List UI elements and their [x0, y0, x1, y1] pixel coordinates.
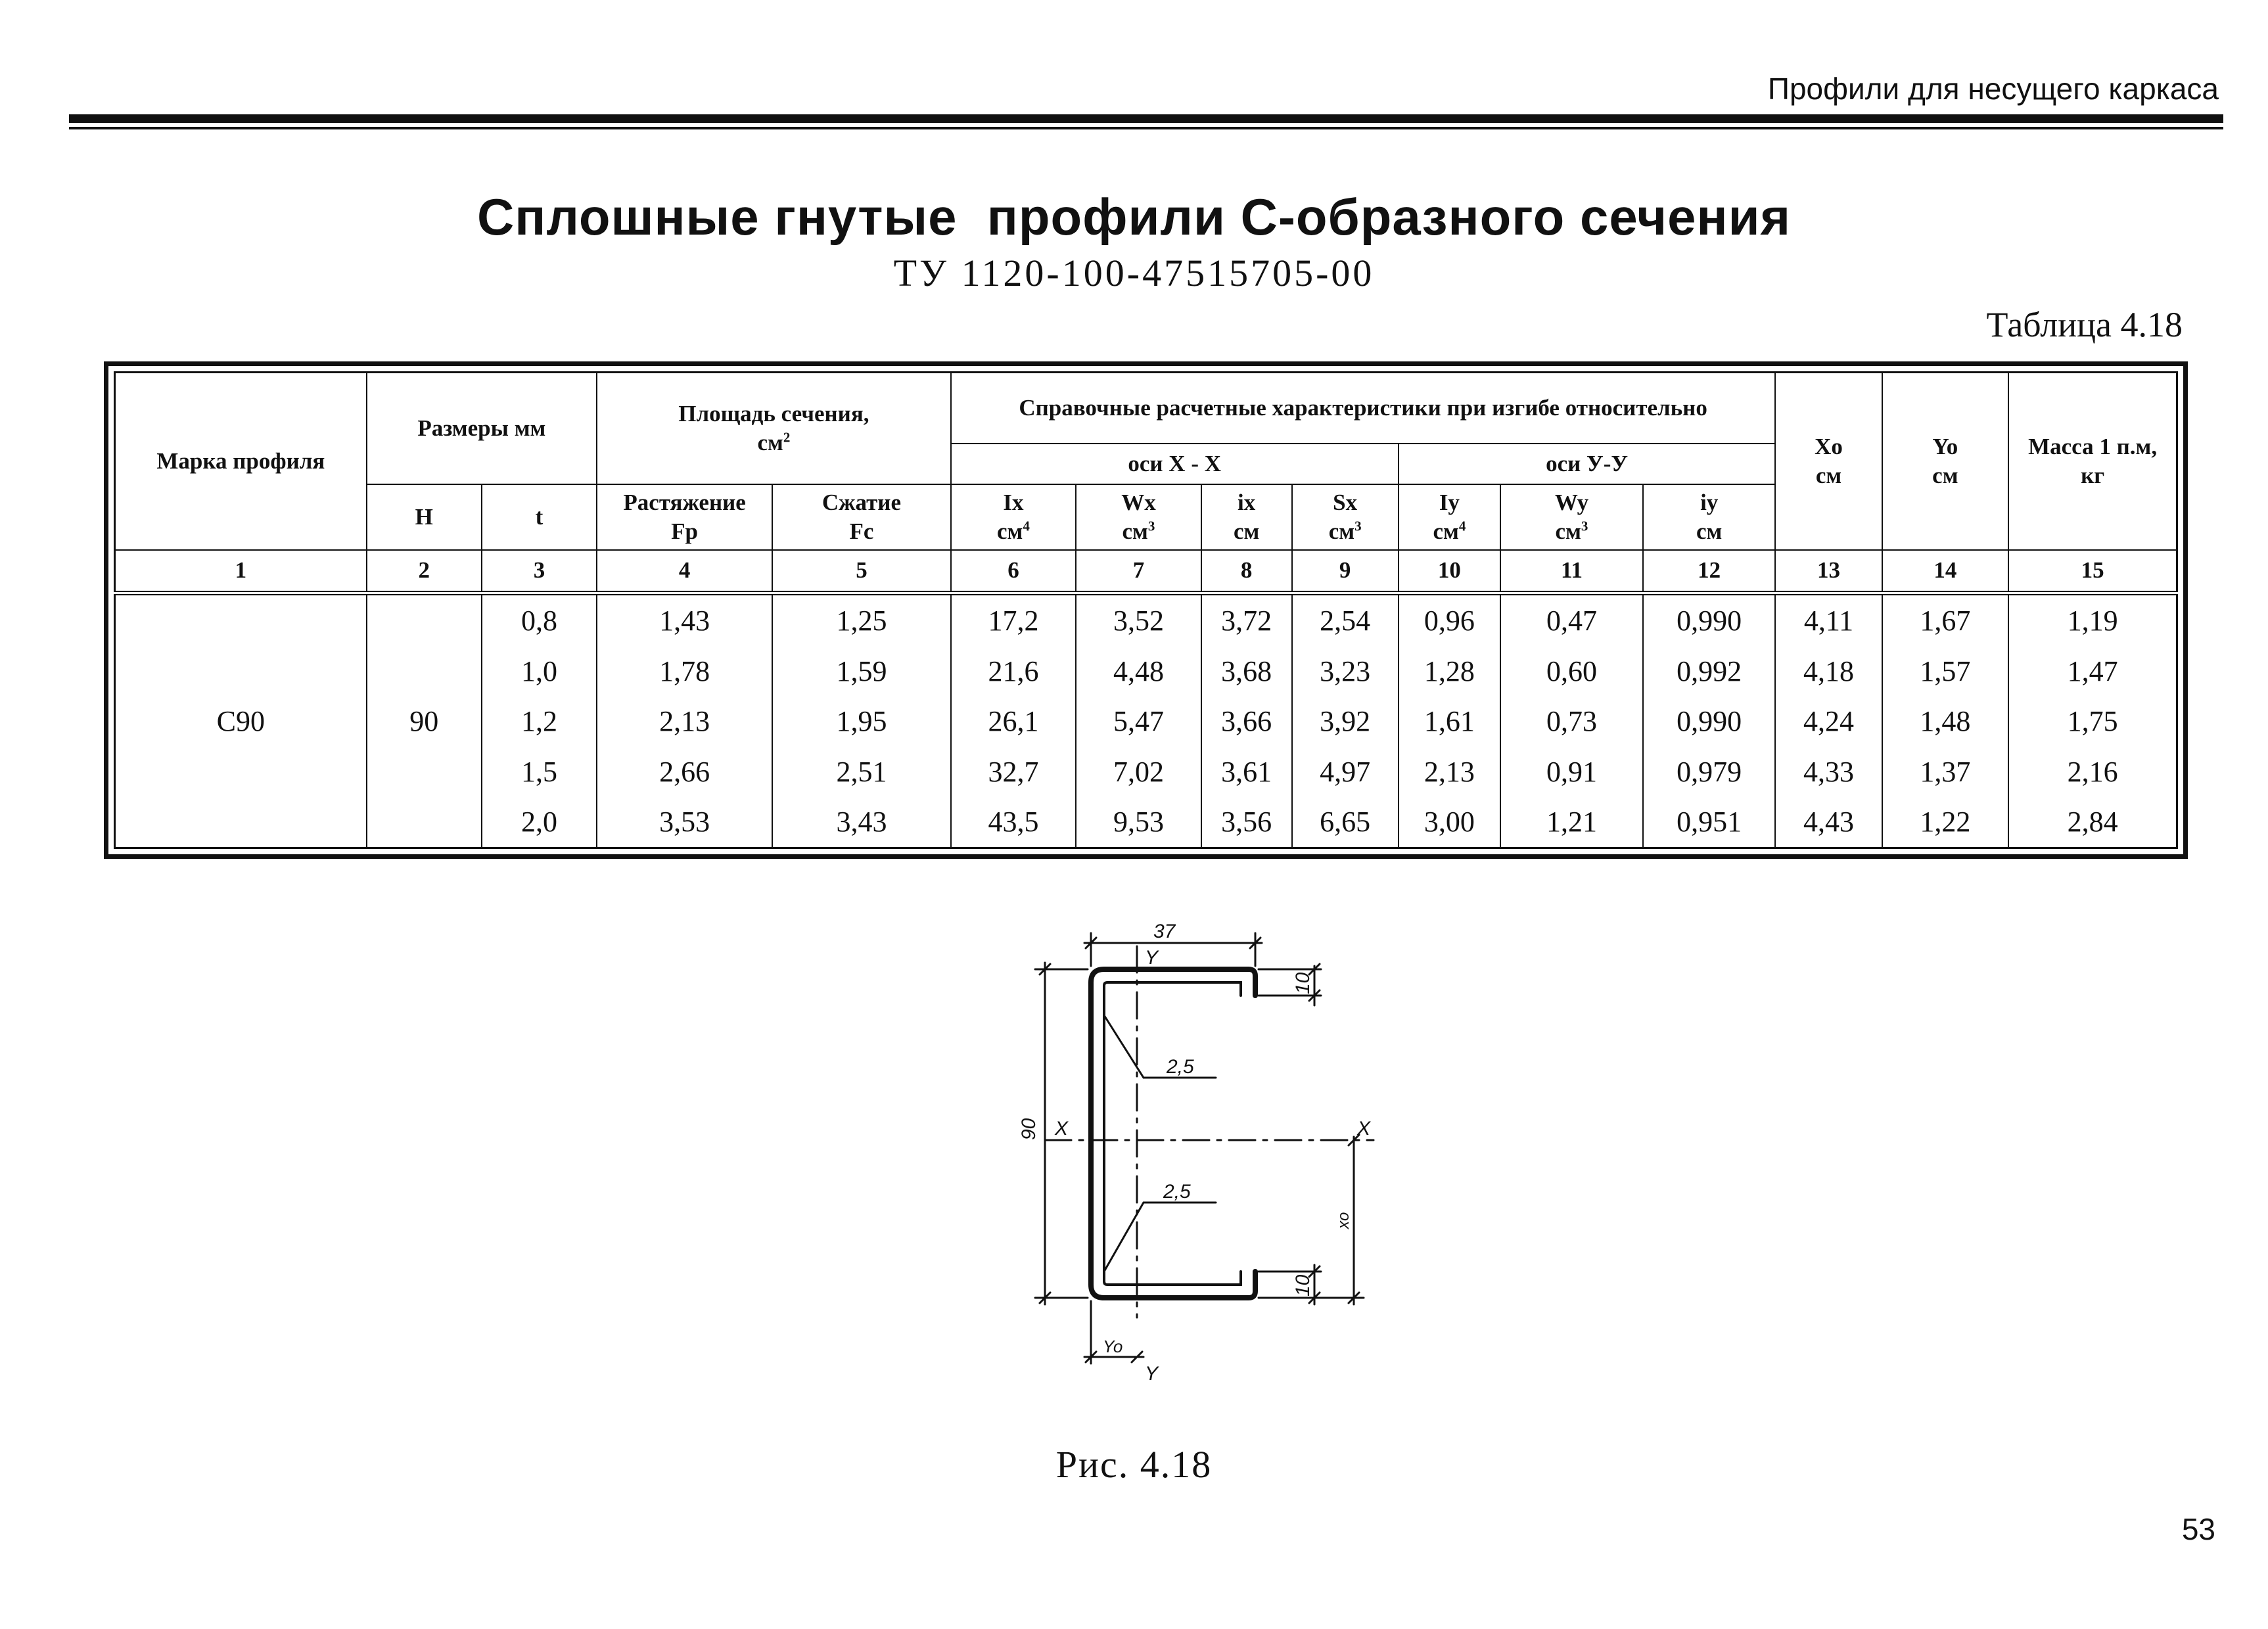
Iy-label: Iy: [1439, 489, 1460, 515]
column-number: 7: [1076, 550, 1201, 593]
cell-Xo: 4,18: [1775, 647, 1882, 697]
y-axis-label-bottom: Y: [1145, 1363, 1159, 1385]
cell-ix: 3,68: [1201, 647, 1292, 697]
cell-iy: 0,992: [1643, 647, 1776, 697]
column-number: 11: [1500, 550, 1643, 593]
Sx-unit-exp: 3: [1354, 517, 1362, 534]
x-axis-label-right: X: [1357, 1118, 1371, 1139]
cell-Fc: 1,59: [772, 647, 951, 697]
cell-mass: 1,19: [2008, 593, 2177, 647]
cell-Fc: 1,95: [772, 697, 951, 746]
profile-table: [114, 371, 2178, 849]
xo-label: xo: [1335, 1212, 1353, 1229]
page-number: 53: [2181, 1512, 2215, 1546]
Wy-label: Wy: [1554, 489, 1589, 515]
col-header-Wy: [1500, 484, 1643, 550]
cell-Wy: 0,60: [1500, 647, 1643, 697]
dim-lip-top-label: 10: [1292, 972, 1314, 994]
col-header-Sx: [1292, 484, 1399, 550]
cell-Wx: 7,02: [1076, 746, 1201, 796]
running-head: Профили для несущего каркаса: [1767, 72, 2219, 106]
col-header-yo: [1882, 373, 2009, 550]
cell-Fc: 2,51: [772, 746, 951, 796]
cell-t: 1,5: [482, 746, 597, 796]
Ix-label: Ix: [1003, 489, 1024, 515]
col-header-dims: Размеры мм: [367, 373, 597, 484]
cell-ix: 3,72: [1201, 593, 1292, 647]
cell-Fp: 1,78: [597, 647, 772, 697]
compression-symbol: Fc: [849, 518, 874, 544]
cell-Xo: 4,24: [1775, 697, 1882, 746]
column-number: 2: [367, 550, 482, 593]
col-header-mass: Масса 1 п.м, кг: [2008, 373, 2177, 550]
tension-label: Растяжение: [623, 489, 746, 515]
col-header-axis-xx: оси X - X: [951, 444, 1399, 484]
radius-leader-top: [1104, 1015, 1216, 1078]
cell-iy: 0,990: [1643, 697, 1776, 746]
Iy-unit-exp: 4: [1458, 517, 1466, 534]
col-header-area: [597, 373, 951, 484]
dim-lip-bottom-label: 10: [1292, 1274, 1314, 1296]
cell-t: 1,2: [482, 697, 597, 746]
page-title: Сплошные гнутые профили С-образного сечения: [476, 188, 1792, 246]
header-rule-thin: [69, 127, 2223, 129]
yo-label: Yo: [1932, 434, 1958, 459]
col-header-tension: [597, 484, 772, 550]
compression-label: Сжатие: [822, 489, 902, 515]
cell-mass: 2,16: [2008, 746, 2177, 796]
cell-H: 90: [367, 593, 482, 848]
column-number: 4: [597, 550, 772, 593]
iy-label: iy: [1700, 489, 1719, 515]
cell-Fp: 2,13: [597, 697, 772, 746]
Wx-unit-exp: 3: [1147, 517, 1155, 534]
cell-Wy: 0,47: [1500, 593, 1643, 647]
col-header-axis-yy: оси У-У: [1399, 444, 1776, 484]
cell-Yo: 1,37: [1882, 746, 2009, 796]
header-rule: [69, 114, 2223, 123]
cell-Fc: 3,43: [772, 796, 951, 848]
cell-Sx: 6,65: [1292, 796, 1399, 848]
column-number: 10: [1399, 550, 1500, 593]
cell-mass: 2,84: [2008, 796, 2177, 848]
Ix-unit: см: [997, 518, 1023, 544]
cell-Iy: 2,13: [1399, 746, 1500, 796]
col-header-xo: [1775, 373, 1882, 550]
column-number: 13: [1775, 550, 1882, 593]
cell-t: 2,0: [482, 796, 597, 848]
cell-iy: 0,979: [1643, 746, 1776, 796]
cell-Ix: 26,1: [951, 697, 1076, 746]
Sx-unit: см: [1328, 518, 1355, 544]
column-number: 12: [1643, 550, 1776, 593]
column-number: 9: [1292, 550, 1399, 593]
cell-Ix: 21,6: [951, 647, 1076, 697]
column-number: 3: [482, 550, 597, 593]
cell-Fp: 1,43: [597, 593, 772, 647]
table-caption: Таблица 4.18: [1986, 305, 2183, 344]
radius-label-top: 2,5: [1167, 1056, 1194, 1078]
cell-Iy: 0,96: [1399, 593, 1500, 647]
Wx-unit: см: [1122, 518, 1148, 544]
column-number: 5: [772, 550, 951, 593]
col-header-ref: Справочные расчетные характеристики при изгибе относительно: [951, 373, 1776, 444]
cell-Wy: 0,73: [1500, 697, 1643, 746]
c-profile-drawing: [1006, 917, 1413, 1390]
xo-unit: см: [1815, 462, 1842, 488]
col-header-Ix: [951, 484, 1076, 550]
Wx-label: Wx: [1121, 489, 1156, 515]
cell-t: 0,8: [482, 593, 597, 647]
column-number: 15: [2008, 550, 2177, 593]
column-number-row: [115, 550, 2177, 593]
Sx-label: Sx: [1333, 489, 1358, 515]
cell-Iy: 3,00: [1399, 796, 1500, 848]
xo-label: Xo: [1815, 434, 1843, 459]
profile-inner-outline: [1104, 982, 1241, 1285]
Iy-unit: см: [1433, 518, 1459, 544]
cell-Wx: 9,53: [1076, 796, 1201, 848]
x-axis-label-left: X: [1055, 1118, 1069, 1139]
cell-Sx: 3,23: [1292, 647, 1399, 697]
cell-Yo: 1,22: [1882, 796, 2009, 848]
cell-iy: 0,990: [1643, 593, 1776, 647]
cell-mark: С90: [115, 593, 367, 848]
ix-unit: см: [1233, 518, 1260, 544]
Ix-unit-exp: 4: [1023, 517, 1030, 534]
cell-iy: 0,951: [1643, 796, 1776, 848]
cell-Sx: 3,92: [1292, 697, 1399, 746]
cell-Ix: 17,2: [951, 593, 1076, 647]
column-number: 8: [1201, 550, 1292, 593]
area-label: Площадь сечения,: [678, 401, 869, 426]
cell-Yo: 1,48: [1882, 697, 2009, 746]
cell-Ix: 43,5: [951, 796, 1076, 848]
col-header-H: H: [367, 484, 482, 550]
radius-leader-bottom: [1104, 1203, 1216, 1272]
Wy-unit-exp: 3: [1581, 517, 1588, 534]
col-header-t: t: [482, 484, 597, 550]
cell-Fp: 3,53: [597, 796, 772, 848]
radius-label-bottom: 2,5: [1163, 1181, 1191, 1203]
cell-Wx: 4,48: [1076, 647, 1201, 697]
cell-Xo: 4,33: [1775, 746, 1882, 796]
cell-Xo: 4,43: [1775, 796, 1882, 848]
cell-ix: 3,61: [1201, 746, 1292, 796]
dim-width-label: 37: [1153, 921, 1176, 942]
col-header-mark: Марка профиля: [115, 373, 367, 550]
area-unit: см: [757, 429, 783, 455]
col-header-Wx: [1076, 484, 1201, 550]
cell-Xo: 4,11: [1775, 593, 1882, 647]
table-frame: [104, 361, 2188, 859]
table-row: [115, 593, 2177, 647]
cell-Iy: 1,28: [1399, 647, 1500, 697]
column-number: 6: [951, 550, 1076, 593]
cell-Fp: 2,66: [597, 746, 772, 796]
cell-Wy: 1,21: [1500, 796, 1643, 848]
area-unit-exp: 2: [783, 429, 791, 446]
Wy-unit: см: [1555, 518, 1581, 544]
y-axis-label-top: Y: [1145, 947, 1159, 969]
column-number: 1: [115, 550, 367, 593]
iy-unit: см: [1696, 518, 1723, 544]
cell-Wx: 5,47: [1076, 697, 1201, 746]
figure-caption: Рис. 4.18: [1055, 1443, 1213, 1486]
cell-Yo: 1,67: [1882, 593, 2009, 647]
cell-Ix: 32,7: [951, 746, 1076, 796]
cell-Wx: 3,52: [1076, 593, 1201, 647]
cell-Sx: 4,97: [1292, 746, 1399, 796]
dim-height-label: 90: [1018, 1118, 1040, 1140]
header-row-1: [115, 373, 2177, 444]
column-number: 14: [1882, 550, 2009, 593]
cell-Iy: 1,61: [1399, 697, 1500, 746]
cell-mass: 1,47: [2008, 647, 2177, 697]
page-subtitle: ТУ 1120-100-47515705-00: [893, 252, 1375, 294]
ix-label: ix: [1238, 489, 1256, 515]
col-header-Iy: [1399, 484, 1500, 550]
cell-Sx: 2,54: [1292, 593, 1399, 647]
cell-Wy: 0,91: [1500, 746, 1643, 796]
cell-Fc: 1,25: [772, 593, 951, 647]
cell-ix: 3,66: [1201, 697, 1292, 746]
col-header-iy: [1643, 484, 1776, 550]
cell-t: 1,0: [482, 647, 597, 697]
yo-unit: см: [1932, 462, 1958, 488]
tension-symbol: Fp: [671, 518, 699, 544]
cell-Yo: 1,57: [1882, 647, 2009, 697]
col-header-ix: [1201, 484, 1292, 550]
yo-label: Yo: [1103, 1337, 1123, 1356]
cell-ix: 3,56: [1201, 796, 1292, 848]
profile-outline: [1091, 969, 1255, 1298]
cell-mass: 1,75: [2008, 697, 2177, 746]
col-header-compression: [772, 484, 951, 550]
